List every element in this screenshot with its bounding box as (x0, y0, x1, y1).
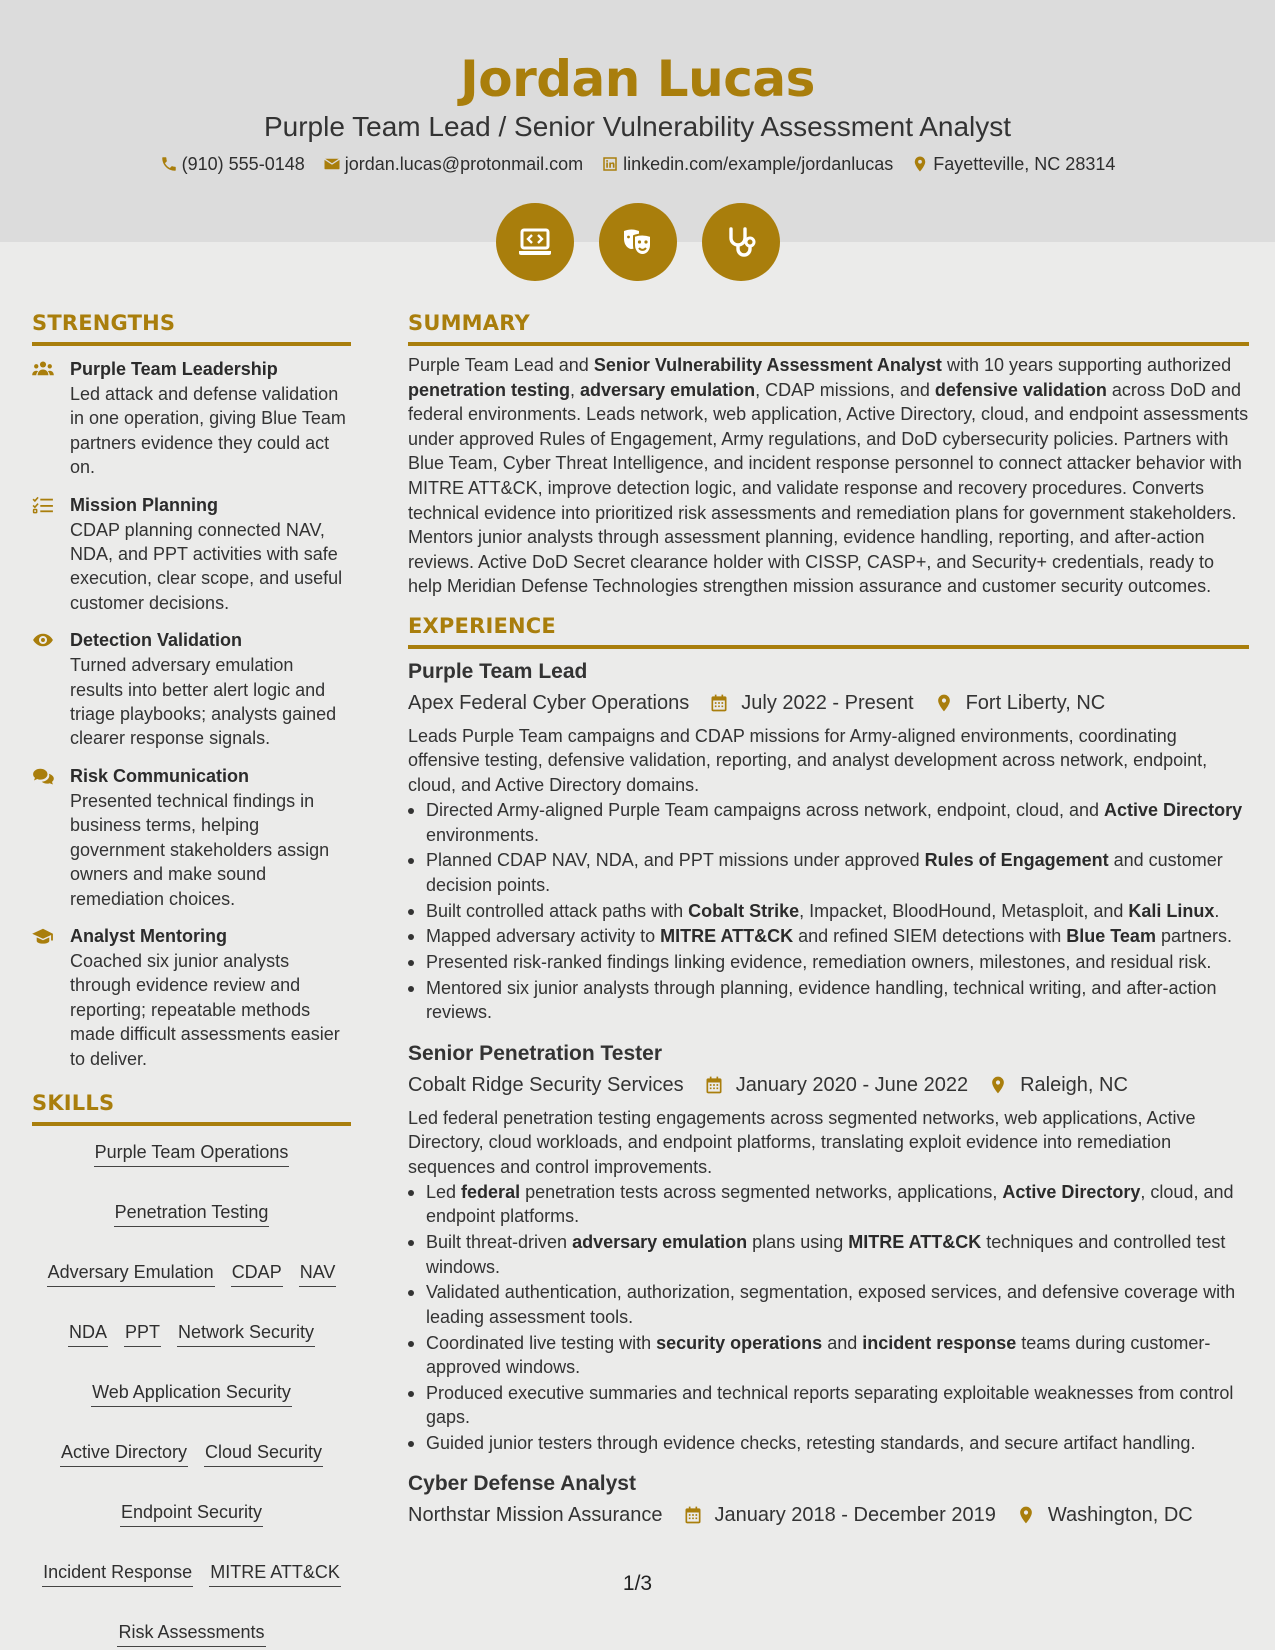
contact-phone[interactable] (160, 152, 305, 176)
skill-tag: NDA (68, 1321, 108, 1347)
strength-desc: CDAP planning connected NAV, NDA, and PPT activities with safe execution, clear scope, and useful customer decisions. (70, 519, 343, 613)
bullet-item: Validated authentication, authorization, segmentation, exposed services, and defensive coverage with leading assessment tools. (408, 1280, 1249, 1329)
envelope-icon (323, 155, 341, 173)
bullet-item: Built threat-driven adversary emulation plans using MITRE ATT&CK techniques and controlled test windows. (408, 1230, 1249, 1279)
job-location: Washington, DC (1047, 1504, 1193, 1527)
phone-icon (160, 155, 178, 173)
job-bullets (408, 1180, 1249, 1455)
linkedin-text: linkedin.com/example/jordanlucas (623, 154, 894, 174)
map-pin-icon (934, 693, 954, 713)
bullet-item: Guided junior testers through evidence checks, retesting standards, and secure artifact handling. (408, 1431, 1249, 1455)
strength-item (32, 357, 351, 480)
contact-location (911, 152, 1115, 176)
skill-tag: CDAP (231, 1261, 283, 1287)
map-pin-icon (1016, 1505, 1036, 1525)
location-text: Fayetteville, NC 28314 (933, 154, 1116, 174)
job-entry (408, 1039, 1249, 1456)
laptop-code-badge (496, 203, 574, 281)
skill-tag: Adversary Emulation (47, 1261, 215, 1287)
contact-email[interactable] (323, 152, 583, 176)
job-company: Cobalt Ridge Security Services (408, 1073, 684, 1096)
strengths-list (32, 357, 351, 1071)
skill-tag: Endpoint Security (120, 1501, 263, 1527)
bullet-item: Built controlled attack paths with Cobalt Strike, Impacket, BloodHound, Metasploit, and Kali Linux. (408, 899, 1249, 923)
strength-item (32, 628, 351, 751)
map-pin-icon (911, 155, 929, 173)
skill-tag: Network Security (177, 1321, 315, 1347)
strength-title: Purple Team Leadership (70, 359, 278, 379)
summary-heading: SUMMARY (408, 308, 1249, 346)
bullet-item: Led federal penetration tests across segmented networks, applications, Active Directory, cloud, and endpoint platforms. (408, 1180, 1249, 1229)
job-meta (408, 1070, 1249, 1100)
job-meta (408, 688, 1249, 718)
list-check-icon (32, 496, 54, 514)
job-entry (408, 657, 1249, 1025)
theater-masks-icon (618, 222, 658, 262)
page-number: 1/3 (622, 1572, 653, 1595)
graduation-cap-icon (32, 927, 54, 945)
strength-desc: Coached six junior analysts through evidence review and reporting; repeatable methods made difficult assessments easier to deliver. (70, 950, 340, 1069)
job-meta (408, 1500, 1249, 1530)
strength-desc: Turned adversary emulation results into better alert logic and triage playbooks; analysts gained clearer response signals. (70, 655, 337, 749)
strength-desc: Led attack and defense validation in one operation, giving Blue Team partners evidence they could act on. (70, 384, 346, 478)
calendar-icon (683, 1505, 703, 1525)
experience-heading: EXPERIENCE (408, 611, 1249, 649)
skill-tag: NAV (299, 1261, 337, 1287)
eye-icon (32, 631, 54, 649)
job-dates: January 2020 - June 2022 (735, 1073, 969, 1096)
strength-title: Analyst Mentoring (70, 925, 228, 946)
map-pin-icon (988, 1075, 1008, 1095)
candidate-role: Purple Team Lead / Senior Vulnerability Assessment Analyst (263, 111, 1012, 142)
strengths-heading: STRENGTHS (32, 308, 351, 346)
job-dates: July 2022 - Present (741, 691, 914, 714)
job-description: Led federal penetration testing engagements across segmented networks, web applications, Active Directory, cloud workloads, and endpoint platforms, translating exploit evidence into remediation sequences and control improvements. (408, 1107, 1196, 1177)
contact-bar (0, 152, 1275, 176)
stethoscope-icon (721, 222, 761, 262)
job-list (408, 657, 1249, 1530)
job-location: Fort Liberty, NC (965, 691, 1106, 714)
job-bullets (408, 798, 1249, 1025)
strength-title: Mission Planning (70, 494, 219, 515)
skill-tag: Purple Team Operations (94, 1141, 290, 1167)
strength-title: Detection Validation (70, 630, 243, 651)
job-company: Apex Federal Cyber Operations (408, 691, 690, 714)
strength-item (32, 924, 351, 1071)
candidate-name: Jordan Lucas (460, 50, 815, 108)
users-icon (32, 360, 54, 378)
skill-tag: PPT (124, 1321, 161, 1347)
job-title: Cyber Defense Analyst (408, 1472, 636, 1496)
laptop-code-icon (515, 222, 555, 262)
stethoscope-badge (702, 203, 780, 281)
bullet-item: Mentored six junior analysts through planning, evidence handling, technical writing, and after-action reviews. (408, 976, 1249, 1025)
job-title: Senior Penetration Tester (408, 1041, 663, 1065)
strength-item (32, 764, 351, 911)
job-entry (408, 1469, 1249, 1530)
bullet-item: Mapped adversary activity to MITRE ATT&CK and refined SIEM detections with Blue Team partners. (408, 924, 1249, 948)
skill-tag: Cloud Security (204, 1441, 323, 1467)
strength-item (32, 493, 351, 616)
calendar-icon (704, 1075, 724, 1095)
job-dates: January 2018 - December 2019 (714, 1504, 996, 1527)
left-column (32, 308, 351, 1647)
right-column (408, 308, 1249, 1530)
bullet-item: Planned CDAP NAV, NDA, and PPT missions under approved Rules of Engagement and customer decision points. (408, 848, 1249, 897)
strength-desc: Presented technical findings in business terms, helping government stakeholders assign owners and make sound remediation choices. (70, 790, 330, 909)
summary-text: Purple Team Lead and Senior Vulnerability Assessment Analyst with 10 years supporting authorized penetration testing, adversary emulation, CDAP missions, and defensive validation across DoD and federal environments. Leads network, web application, Active Directory, cloud, and endpoint assessments under approved Rules of Engagement, Army regulations, and DoD cybersecurity policies. Partners with Blue Team, Cyber Threat Intelligence, and incident response personnel to connect attacker behavior with MITRE ATT&CK, improve detection logic, and validate response and recovery procedures. Converts technical evidence into prioritized risk assessments and remediation plans for government stakeholders. Mentors junior analysts through assessment planning, evidence handling, reporting, and after-action reviews. Active DoD Secret clearance holder with CISSP, CASP+, and Security+ credentials, ready to help Meridian Defense Technologies strengthen mission assurance and customer security outcomes. (408, 355, 1249, 597)
skill-tag: Incident Response (42, 1561, 193, 1587)
badge-row (0, 203, 1275, 281)
phone-text: (910) 555-0148 (181, 154, 305, 174)
calendar-icon (709, 693, 729, 713)
skill-tag: Active Directory (60, 1441, 188, 1467)
job-company: Northstar Mission Assurance (408, 1504, 663, 1527)
skill-tag: MITRE ATT&CK (209, 1561, 341, 1587)
bullet-item: Presented risk-ranked findings linking evidence, remediation owners, milestones, and residual risk. (408, 950, 1249, 974)
bullet-item: Directed Army-aligned Purple Team campaigns across network, endpoint, cloud, and Active Directory environments. (408, 798, 1249, 847)
job-location: Raleigh, NC (1020, 1073, 1128, 1096)
strength-title: Risk Communication (70, 765, 250, 786)
skill-tag: Web Application Security (91, 1381, 292, 1407)
linkedin-icon (601, 155, 619, 173)
bullet-item: Produced executive summaries and technical reports separating exploitable weaknesses from control gaps. (408, 1381, 1249, 1430)
skill-tag: Risk Assessments (117, 1621, 265, 1647)
bullet-item: Coordinated live testing with security operations and incident response teams during customer-approved windows. (408, 1331, 1249, 1380)
contact-linkedin[interactable] (601, 152, 893, 176)
skill-tag: Penetration Testing (114, 1201, 270, 1227)
email-text: jordan.lucas@protonmail.com (344, 154, 584, 174)
job-description: Leads Purple Team campaigns and CDAP missions for Army-aligned environments, coordinating offensive testing, defensive validation, reporting, and analyst development across network, endpoint, cloud, and Active Directory domains. (408, 725, 1208, 795)
theater-masks-badge (599, 203, 677, 281)
skills-heading: SKILLS (32, 1088, 351, 1126)
job-title: Purple Team Lead (408, 659, 588, 683)
comments-icon (32, 767, 54, 785)
